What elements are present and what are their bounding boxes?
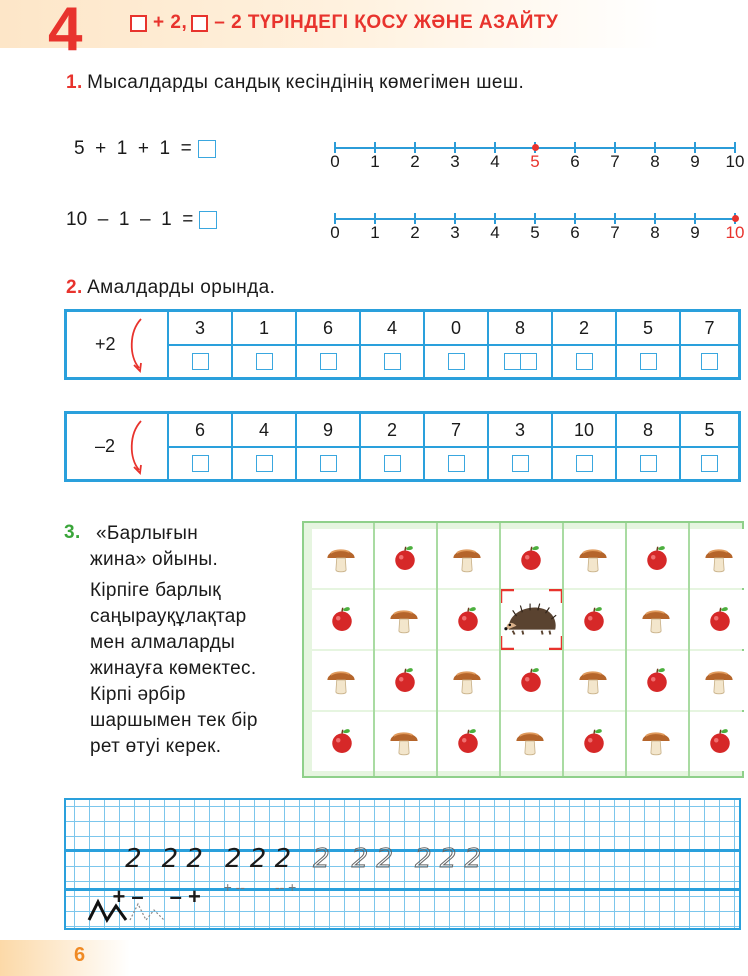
table-answer-cell (361, 344, 425, 377)
curved-arrow-icon (127, 316, 149, 374)
table-answer-cell (617, 344, 681, 377)
equation-1-text: 5 + 1 + 1 = (74, 138, 192, 159)
grid-cell[interactable] (690, 529, 748, 588)
number-line-label: 9 (690, 223, 700, 242)
task1-heading (66, 72, 524, 94)
mushroom-icon (324, 541, 358, 580)
table-answer-cell (553, 446, 617, 479)
table-answer-cell (681, 344, 738, 377)
number-line-label: 5 (530, 152, 540, 171)
table-value-cell: 9 (297, 414, 361, 446)
sample-22: 2 2 (161, 844, 203, 874)
table-value-cell: 6 (297, 312, 361, 344)
table-value-cell: 4 (233, 414, 297, 446)
writing-row-2-traced (208, 863, 296, 911)
answer-box[interactable] (448, 353, 465, 370)
table-value-cell: 4 (361, 312, 425, 344)
answer-box[interactable] (199, 211, 217, 229)
writing-practice-grid (64, 798, 741, 930)
answer-box[interactable] (520, 353, 537, 370)
answer-box[interactable] (701, 353, 718, 370)
number-line-label: 2 (410, 223, 420, 242)
number-line-label: 1 (370, 152, 380, 171)
number-line-2 (330, 210, 745, 246)
grid-cell[interactable] (312, 712, 373, 771)
grid-cell[interactable] (375, 712, 436, 771)
apple-icon (516, 665, 546, 700)
number-line-label: 5 (530, 223, 540, 242)
number-line-label: 8 (650, 223, 660, 242)
grid-cell[interactable] (375, 590, 436, 649)
task3-body-line: шаршымен тек бір (90, 710, 258, 731)
hedgehog-icon (503, 600, 561, 645)
apple-icon (453, 726, 483, 761)
mushroom-icon (702, 541, 736, 580)
answer-box[interactable] (384, 455, 401, 472)
highlight-dot (532, 144, 539, 151)
apple-icon (642, 665, 672, 700)
grid-cell[interactable] (627, 529, 688, 588)
mushroom-icon (450, 663, 484, 702)
table-answer-cell (617, 446, 681, 479)
table-answer-cell (233, 446, 297, 479)
number-line-label: 9 (690, 152, 700, 171)
number-line-label: 3 (450, 152, 460, 171)
task2-heading (66, 277, 275, 299)
table-value-cell: 2 (553, 312, 617, 344)
table-value-cell: 6 (169, 414, 233, 446)
apple-icon (642, 543, 672, 578)
operation-cell (67, 414, 169, 479)
number-line-label: 2 (410, 152, 420, 171)
table-value-cell: 5 (704, 419, 715, 440)
answer-box[interactable] (504, 353, 521, 370)
answer-box[interactable] (576, 455, 593, 472)
number-line-label: 4 (490, 223, 500, 242)
apple-icon (390, 543, 420, 578)
title-part2: – 2 ТҮРІНДЕГІ ҚОСУ ЖӘНЕ АЗАЙТУ (214, 12, 559, 33)
grid-cell[interactable] (690, 712, 748, 771)
table-value-cell: 3 (489, 414, 553, 446)
number-line-1 (330, 139, 745, 175)
grid-cell[interactable] (564, 590, 625, 649)
game-grid (302, 521, 744, 778)
answer-box[interactable] (448, 455, 465, 472)
grid-cell[interactable] (312, 590, 373, 649)
task3-number-text: 3. (64, 522, 81, 543)
table-answer-cell (425, 446, 489, 479)
table-answer-cell (233, 344, 297, 377)
operation-table-plus2 (64, 309, 741, 380)
sample-plus-minus: + – (112, 884, 144, 909)
table-value-cell: 10 (553, 414, 617, 446)
task3-body-line: саңырауқұлақтар (90, 606, 247, 627)
lesson-title (130, 12, 558, 34)
answer-box[interactable] (640, 353, 657, 370)
grid-cell[interactable] (501, 529, 562, 588)
sample-2: 2 (125, 844, 142, 874)
table-answer-cell (169, 446, 233, 479)
grid-cell[interactable] (438, 651, 499, 710)
answer-box[interactable] (256, 353, 273, 370)
grid-line (562, 523, 564, 776)
answer-box[interactable] (320, 455, 337, 472)
traced-22: 2 2 (351, 844, 394, 874)
answer-box[interactable] (640, 455, 657, 472)
lesson-number: 4 (48, 0, 83, 64)
answer-box[interactable] (320, 353, 337, 370)
grid-cell[interactable] (690, 590, 748, 649)
task3-title-line: жина» ойыны. (90, 549, 219, 570)
answer-box[interactable] (256, 455, 273, 472)
traced-222: 2 2 2 (415, 844, 482, 874)
table-answer-cell (489, 344, 553, 377)
table-answer-cell (297, 446, 361, 479)
number-line-label: 3 (450, 223, 460, 242)
grid-cell[interactable] (564, 651, 625, 710)
equation-1 (74, 138, 216, 160)
number-line-label: 0 (330, 223, 340, 242)
grid-cell[interactable] (312, 651, 373, 710)
table-answer-cell (297, 344, 361, 377)
grid-cell[interactable] (627, 590, 688, 649)
answer-box[interactable] (701, 455, 718, 472)
grid-cell[interactable] (375, 529, 436, 588)
operation-label: –2 (95, 436, 116, 456)
task2-number: 2. (66, 277, 83, 298)
number-line-label: 7 (610, 223, 620, 242)
task3-body-line: Кірпі әрбір (90, 684, 186, 705)
page-number: 6 (74, 944, 86, 966)
answer-box[interactable] (192, 455, 209, 472)
number-line-label: 8 (650, 152, 660, 171)
number-line-label: 10 (725, 223, 745, 242)
grid-cell[interactable] (438, 529, 499, 588)
grid-cell[interactable] (501, 590, 562, 649)
apple-icon (453, 604, 483, 639)
answer-box[interactable] (192, 353, 209, 370)
table-value-cell: 5 (617, 312, 681, 344)
table-value-cell: 1 (233, 312, 297, 344)
answer-box[interactable] (384, 353, 401, 370)
answer-box[interactable] (576, 353, 593, 370)
sample-222: 2 2 2 (224, 844, 292, 874)
grid-line (436, 523, 438, 776)
number-line-label: 1 (370, 223, 380, 242)
number-line-label: 6 (570, 152, 580, 171)
task1-number: 1. (66, 72, 83, 93)
table-value-cell: 7 (704, 317, 715, 338)
mushroom-icon (576, 541, 610, 580)
grid-cell[interactable] (501, 651, 562, 710)
table-value-cell: 3 (169, 312, 233, 344)
table-answer-cell (169, 344, 233, 377)
grid-cell[interactable] (627, 712, 688, 771)
operation-table-minus2 (64, 411, 741, 482)
operation-cell (67, 312, 169, 377)
traced-plus-minus: + -- (223, 879, 245, 895)
grid-line (373, 523, 375, 776)
grid-cell[interactable] (690, 651, 748, 710)
grid-cell[interactable] (375, 651, 436, 710)
apple-icon (390, 665, 420, 700)
task3-body-line: жинауға көмектес. (90, 658, 257, 679)
task3-title-line: «Барлығын (96, 523, 199, 544)
task3-body (90, 578, 258, 760)
empty-square-icon (130, 15, 147, 32)
mushroom-icon (639, 602, 673, 641)
grid-cell[interactable] (501, 712, 562, 771)
mushroom-icon (702, 663, 736, 702)
table-answer-cell (425, 344, 489, 377)
page-number-band (0, 940, 130, 976)
task2-text: Амалдарды орында. (87, 277, 276, 298)
grid-line (625, 523, 627, 776)
grid-cell[interactable] (627, 651, 688, 710)
task3-body-line: Кірпіге барлық (90, 580, 221, 601)
grid-cell[interactable] (312, 529, 373, 588)
equation-2 (66, 209, 217, 231)
grid-cell[interactable] (438, 712, 499, 771)
mushroom-icon (513, 724, 547, 763)
grid-cell[interactable] (564, 712, 625, 771)
equation-2-text: 10 – 1 – 1 = (66, 209, 194, 230)
mushroom-icon (387, 602, 421, 641)
number-line-label: 6 (570, 223, 580, 242)
table-value-cell: 2 (361, 414, 425, 446)
apple-icon (516, 543, 546, 578)
sample-minus-plus: – + (169, 884, 201, 909)
number-line-label: 10 (725, 152, 745, 171)
number-line-label: 0 (330, 152, 340, 171)
answer-box[interactable] (512, 455, 529, 472)
apple-icon (327, 604, 357, 639)
mushroom-icon (576, 663, 610, 702)
number-line-label: 4 (490, 152, 500, 171)
table-answer-cell (681, 446, 738, 479)
curved-arrow-icon (127, 418, 149, 476)
table-answer-cell (361, 446, 425, 479)
zigzag-pattern-icon (86, 896, 176, 924)
apple-icon (705, 726, 735, 761)
apple-icon (327, 726, 357, 761)
grid-line (688, 523, 690, 776)
mushroom-icon (450, 541, 484, 580)
highlight-dot (732, 215, 739, 222)
table-answer-cell (489, 446, 553, 479)
task3-body-line: рет өтуі керек. (90, 736, 222, 757)
mushroom-icon (387, 724, 421, 763)
answer-box[interactable] (198, 140, 216, 158)
apple-icon (705, 604, 735, 639)
grid-cell[interactable] (564, 529, 625, 588)
table-value-cell: 7 (425, 414, 489, 446)
traced-2: 2 (313, 844, 330, 874)
table-value-cell: 8 (617, 414, 681, 446)
operation-label: +2 (95, 334, 116, 354)
task3-title (90, 521, 218, 573)
apple-icon (579, 726, 609, 761)
number-line-label: 7 (610, 152, 620, 171)
grid-line (499, 523, 501, 776)
traced-minus-plus: -- + (274, 879, 297, 895)
mushroom-icon (639, 724, 673, 763)
mushroom-icon (324, 663, 358, 702)
apple-icon (579, 604, 609, 639)
table-value-cell: 8 (489, 312, 553, 344)
title-part1: + 2, (153, 12, 188, 33)
grid-cell[interactable] (438, 590, 499, 649)
empty-square-icon (191, 15, 208, 32)
task3-body-line: мен алмаларды (90, 632, 236, 653)
table-answer-cell (553, 344, 617, 377)
table-value-cell: 0 (425, 312, 489, 344)
task1-text: Мысалдарды сандық кесіндінің көмегімен шеш. (87, 72, 525, 93)
task3-number (64, 522, 81, 544)
